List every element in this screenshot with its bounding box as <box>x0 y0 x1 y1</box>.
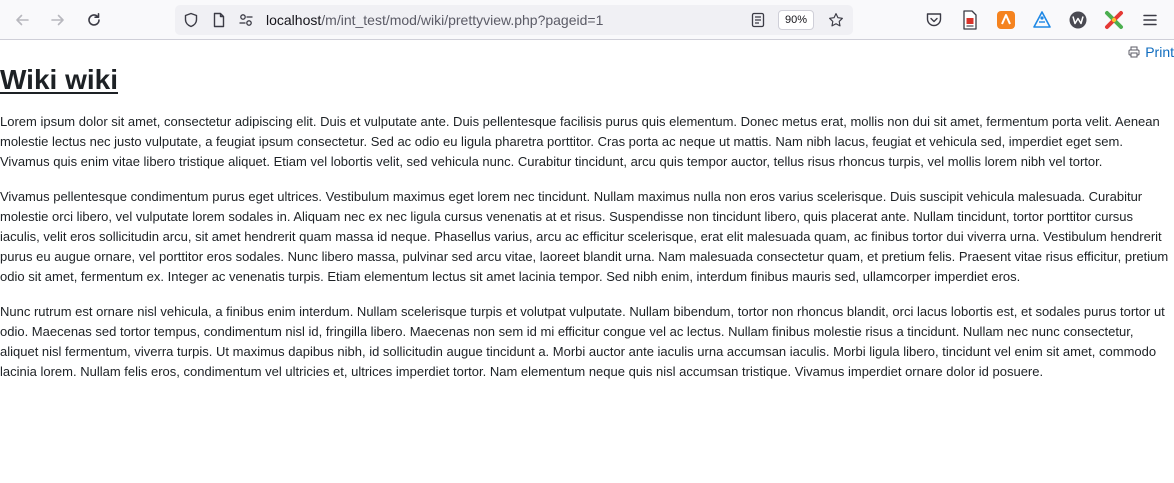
shield-icon[interactable] <box>183 12 199 28</box>
reader-view-icon[interactable] <box>750 12 766 28</box>
back-button[interactable] <box>9 7 35 33</box>
hamburger-menu-icon[interactable] <box>1140 10 1160 30</box>
url-text[interactable] <box>266 12 603 28</box>
permissions-icon[interactable] <box>238 12 254 28</box>
wappalyzer-icon[interactable] <box>1068 10 1088 30</box>
paragraph-3: Nunc rutrum est ornare nisl vehicula, a finibus enim interdum. Nullam scelerisque turpis et volutpat vulputate. Nullam bibendum, tortor non rhoncus blandit, orci lacus lobortis est, et sodales purus tortor ut odio. Maecenas sed tortor tempus, condimentum nisl id, fringilla libero. Maecenas non sem id mi efficitur congue vel ac lectus. Nullam finibus molestie risus a tincidunt. Nullam nec nunc consectetur, aliquet nisl fermentum, viverra turpis. Ut maximus dapibus nibh, id sollicitudin augue tincidunt a. Morbi auctor ante iaculis urna accumsan iaculis. Morbi ligula libero, tincidunt vel enim sit amet, commodo lacinia lorem. Nullam felis eros, condimentum vel ultricies et, ultrices imperdiet tortor. Nam elementum neque quis nisl accumsan tristique. Vivamus imperdiet ornare dolor id posuere. <box>0 303 1165 380</box>
accessibility-extension-icon[interactable] <box>1032 10 1052 30</box>
printer-icon <box>1128 46 1140 58</box>
page-title: Wiki wiki <box>0 64 119 95</box>
document-extension-icon[interactable] <box>960 10 980 30</box>
paragraph-2: Vivamus pellentesque condimentum purus eget ultrices. Vestibulum maximus eget lorem nec tincidunt. Nullam maximus nulla non eros varius scelerisque. Duis suscipit vehicula malesuada. Curabitur molestie orci libero, vel vulputate lorem sodales in. Aliquam nec ex nec ligula cursus venenatis at et risus. Suspendisse non tincidunt libero, quis placerat ante. Nullam tincidunt, tortor porttitor cursus iaculis, velit eros sollicitudin arcu, sit amet hendrerit quam massa id neque. Phasellus varius, arcu ac efficitur scelerisque, erat elit malesuada quam, ac finibus tortor dui viverra urna. Vestibulum hendrerit purus eu augue ornare, vel porttitor eros sodales. Nunc libero massa, pulvinar sed arcu vitae, laoreet blandit urna. Nam malesuada consectetur quam, et pretium felis. Praesent vitae risus efficitur, pretium odio sit amet, fermentum ex. Integer ac venenatis turpis. Etiam elementum lectus sit amet lacinia tempor. Sed nibh enim, interdum finibus mauris sed, ullamcorper imperdiet eros. <box>0 188 1169 285</box>
arrow-right-icon <box>50 12 66 28</box>
print-label: Print <box>1145 44 1174 60</box>
arrow-left-icon <box>14 12 30 28</box>
browser-toolbar <box>0 0 1174 40</box>
reload-icon <box>86 12 102 28</box>
url-bar[interactable] <box>175 5 853 35</box>
pocket-icon[interactable] <box>924 10 944 30</box>
reload-button[interactable] <box>81 7 107 33</box>
puzzle-extension-icon[interactable] <box>1104 10 1124 30</box>
page-content <box>0 40 1174 482</box>
star-icon[interactable] <box>828 12 844 28</box>
wiki-content <box>0 112 1174 396</box>
url-host: localhost <box>266 12 322 28</box>
zoom-level-badge[interactable]: 90% <box>778 10 814 30</box>
orange-extension-icon[interactable] <box>996 10 1016 30</box>
print-link[interactable] <box>1128 44 1174 60</box>
paragraph-1: Lorem ipsum dolor sit amet, consectetur adipiscing elit. Duis et vulputate ante. Duis pellentesque facilisis purus quis elementum. Donec metus erat, mollis non dui sit amet, fermentum porta velit. Aenean molestie lectus nec justo vulputate, a feugiat ipsum consectetur. Sed ac odio eu ligula pharetra porttitor. Cras porta ac neque ut mattis. Nam nibh lacus, feugiat et vehicula sed, imperdiet eget sem. Vivamus quis enim vitae libero tristique aliquet. Etiam vel lobortis velit, sed vehicula nunc. Curabitur tincidunt, arcu quis tempor auctor, tellus risus rhoncus turpis, vel mollis lorem nibh vel tortor. <box>0 114 1160 170</box>
forward-button[interactable] <box>45 7 71 33</box>
page-icon[interactable] <box>211 12 227 28</box>
url-path: /m/int_test/mod/wiki/prettyview.php?pageid=1 <box>321 12 604 28</box>
